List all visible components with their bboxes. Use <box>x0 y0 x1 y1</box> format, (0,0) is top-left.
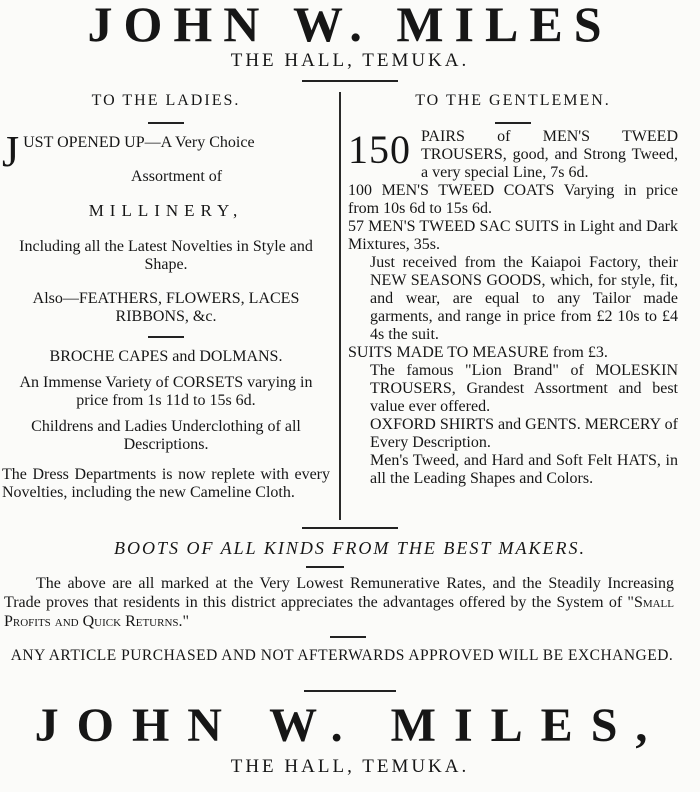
remarks-text: The above are all marked at the Very Lowest Remunerative Rates, and the Steadily Increasing Trade proves that residents in this district appreciates the advantages offered by the System of " <box>4 575 674 611</box>
ladies-heading-rule <box>148 122 184 124</box>
address-header: THE HALL, TEMUKA. <box>230 50 470 71</box>
remarks-small-caps: Small Profits and Quick Returns. <box>4 594 674 630</box>
feathers-text: Also—FEATHERS, FLOWERS, LACES RIBBONS, &c. <box>32 290 300 325</box>
left-rule-1 <box>148 336 184 338</box>
header-divider <box>302 80 398 82</box>
footer-divider <box>302 527 398 529</box>
measure-text: SUITS MADE TO MEASURE from £3. <box>348 344 608 361</box>
advertiser-name-header: JOHN W. MILES <box>87 0 613 52</box>
bottom-divider <box>304 690 396 692</box>
underclothing-text: Childrens and Ladies Underclothing of all Descriptions. <box>31 418 301 453</box>
trousers-text: PAIRS of MEN'S TWEED TROUSERS, good, and Strong Tweed, a very special Line, 7s 6d. <box>421 128 678 181</box>
suits-text: 57 MEN'S TWEED SAC SUITS in Light and Dark Mixtures, 35s. <box>348 218 678 253</box>
ladies-heading: TO THE LADIES. <box>91 92 241 109</box>
remarks-paragraph: The above are all marked at the Very Lowest Remunerative Rates, and the Steadily Increasing Trade proves that residents in this district appreciates the advantages offered by the System of "Small Profits and Quick Returns." <box>4 575 674 630</box>
gentlemen-heading: TO THE GENTLEMEN. <box>415 92 611 109</box>
lion-brand-text: The famous "Lion Brand" of MOLESKIN TROUSERS, Grandest Assortment and best value ever offered. <box>370 362 678 415</box>
exchange-notice: ANY ARTICLE PURCHASED AND NOT AFTERWARDS APPROVED WILL BE EXCHANGED. <box>10 647 674 664</box>
big-number: 150 <box>348 128 411 172</box>
gentlemen-heading-rule <box>495 122 531 124</box>
broche-text: BROCHE CAPES and DOLMANS. <box>49 348 283 365</box>
column-divider <box>339 92 341 520</box>
coats-text: 100 MEN'S TWEED COATS Varying in price from 10s 6d to 15s 6d. <box>348 182 678 217</box>
assortment-text: Assortment of <box>131 168 223 185</box>
boots-rule <box>306 566 344 568</box>
oxford-text: OXFORD SHIRTS and GENTS. MERCERY of Every Description. <box>370 416 678 451</box>
trousers-paragraph <box>348 128 678 182</box>
advertiser-name-footer: JOHN W. MILES, <box>34 699 666 752</box>
just-opened-paragraph <box>2 130 330 186</box>
ladies-column <box>2 92 330 502</box>
hats-text: Men's Tweed, and Hard and Soft Felt HATS, in all the Leading Shapes and Colors. <box>370 452 678 487</box>
gentlemen-column <box>348 92 678 488</box>
remarks-rule <box>330 636 366 638</box>
novelties-text: Including all the Latest Novelties in Style and Shape. <box>19 238 313 273</box>
dress-text: The Dress Departments is now replete with every Novelties, including the new Cameline Cloth. <box>2 466 330 501</box>
address-footer: THE HALL, TEMUKA. <box>230 756 470 777</box>
millinery-heading: MILLINERY, <box>88 201 244 220</box>
corsets-text: An Immense Variety of CORSETS varying in price from 1s 11d to 15s 6d. <box>19 374 313 409</box>
drop-cap: J <box>2 130 20 176</box>
boots-heading: BOOTS OF ALL KINDS FROM THE BEST MAKERS. <box>113 538 587 558</box>
just-opened-text: UST OPENED UP—A Very Choice <box>23 134 255 151</box>
kaiapoi-text: Just received from the Kaiapoi Factory, their NEW SEASONS GOODS, which, for style, fit, and wear, are equal to any Tailor made garments, and range in price from £2 10s to £4 4s the suit. <box>370 254 678 343</box>
